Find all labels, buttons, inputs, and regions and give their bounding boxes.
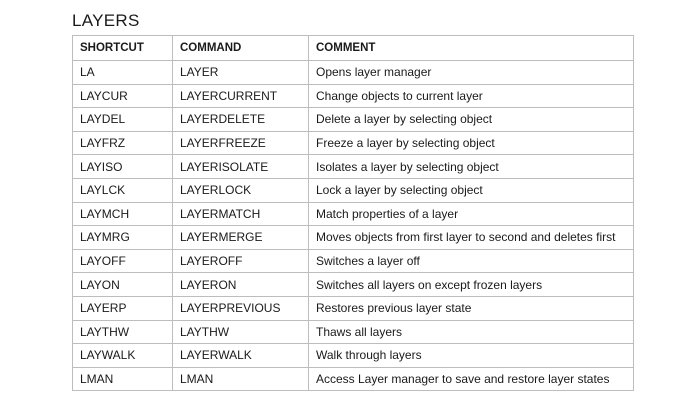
shortcut-cell: LAYWALK: [73, 344, 173, 368]
table-header: [73, 36, 634, 61]
table-row: [73, 108, 634, 132]
table-row: [73, 61, 634, 85]
header-row: [73, 36, 634, 61]
table-row: [73, 249, 634, 273]
header-command: COMMAND: [173, 36, 309, 61]
comment-cell: Freeze a layer by selecting object: [309, 131, 634, 155]
table-row: [73, 344, 634, 368]
comment-cell: Change objects to current layer: [309, 84, 634, 108]
comment-cell: Isolates a layer by selecting object: [309, 155, 634, 179]
table-row: [73, 273, 634, 297]
header-comment: COMMENT: [309, 36, 634, 61]
shortcut-cell: LAYERP: [73, 296, 173, 320]
command-cell: LAYERISOLATE: [173, 155, 309, 179]
comment-cell: Switches all layers on except frozen layers: [309, 273, 634, 297]
table-row: [73, 320, 634, 344]
command-cell: LAYERMERGE: [173, 226, 309, 250]
comment-cell: Walk through layers: [309, 344, 634, 368]
shortcut-cell: LAYLCK: [73, 178, 173, 202]
table-row: [73, 202, 634, 226]
comment-cell: Delete a layer by selecting object: [309, 108, 634, 132]
comment-cell: Opens layer manager: [309, 61, 634, 85]
table-row: [73, 226, 634, 250]
shortcut-cell: LAYMCH: [73, 202, 173, 226]
comment-cell: Lock a layer by selecting object: [309, 178, 634, 202]
page-title: LAYERS: [72, 11, 140, 30]
command-cell: LAYERDELETE: [173, 108, 309, 132]
table-row: [73, 367, 634, 391]
table-row: [73, 84, 634, 108]
command-cell: LAYERWALK: [173, 344, 309, 368]
comment-cell: Restores previous layer state: [309, 296, 634, 320]
table-row: [73, 296, 634, 320]
command-cell: LAYTHW: [173, 320, 309, 344]
command-cell: LAYEROFF: [173, 249, 309, 273]
comment-cell: Thaws all layers: [309, 320, 634, 344]
table-row: [73, 178, 634, 202]
comment-cell: Moves objects from first layer to second and deletes first: [309, 226, 634, 250]
command-cell: LAYERFREEZE: [173, 131, 309, 155]
shortcut-cell: LMAN: [73, 367, 173, 391]
shortcut-cell: LAYFRZ: [73, 131, 173, 155]
comment-cell: Access Layer manager to save and restore layer states: [309, 367, 634, 391]
comment-cell: Switches a layer off: [309, 249, 634, 273]
table-row: [73, 131, 634, 155]
comment-cell: Match properties of a layer: [309, 202, 634, 226]
command-cell: LAYERMATCH: [173, 202, 309, 226]
command-cell: LAYER: [173, 61, 309, 85]
table-body: [73, 61, 634, 391]
command-cell: LAYERCURRENT: [173, 84, 309, 108]
shortcut-cell: LAYOFF: [73, 249, 173, 273]
layers-table: [72, 35, 634, 391]
shortcut-cell: LAYISO: [73, 155, 173, 179]
header-shortcut: SHORTCUT: [73, 36, 173, 61]
shortcut-cell: LAYDEL: [73, 108, 173, 132]
shortcut-cell: LAYON: [73, 273, 173, 297]
command-cell: LMAN: [173, 367, 309, 391]
shortcut-cell: LAYCUR: [73, 84, 173, 108]
table-row: [73, 155, 634, 179]
shortcut-cell: LAYMRG: [73, 226, 173, 250]
shortcut-cell: LAYTHW: [73, 320, 173, 344]
command-cell: LAYERPREVIOUS: [173, 296, 309, 320]
shortcut-cell: LA: [73, 61, 173, 85]
command-cell: LAYERON: [173, 273, 309, 297]
command-cell: LAYERLOCK: [173, 178, 309, 202]
